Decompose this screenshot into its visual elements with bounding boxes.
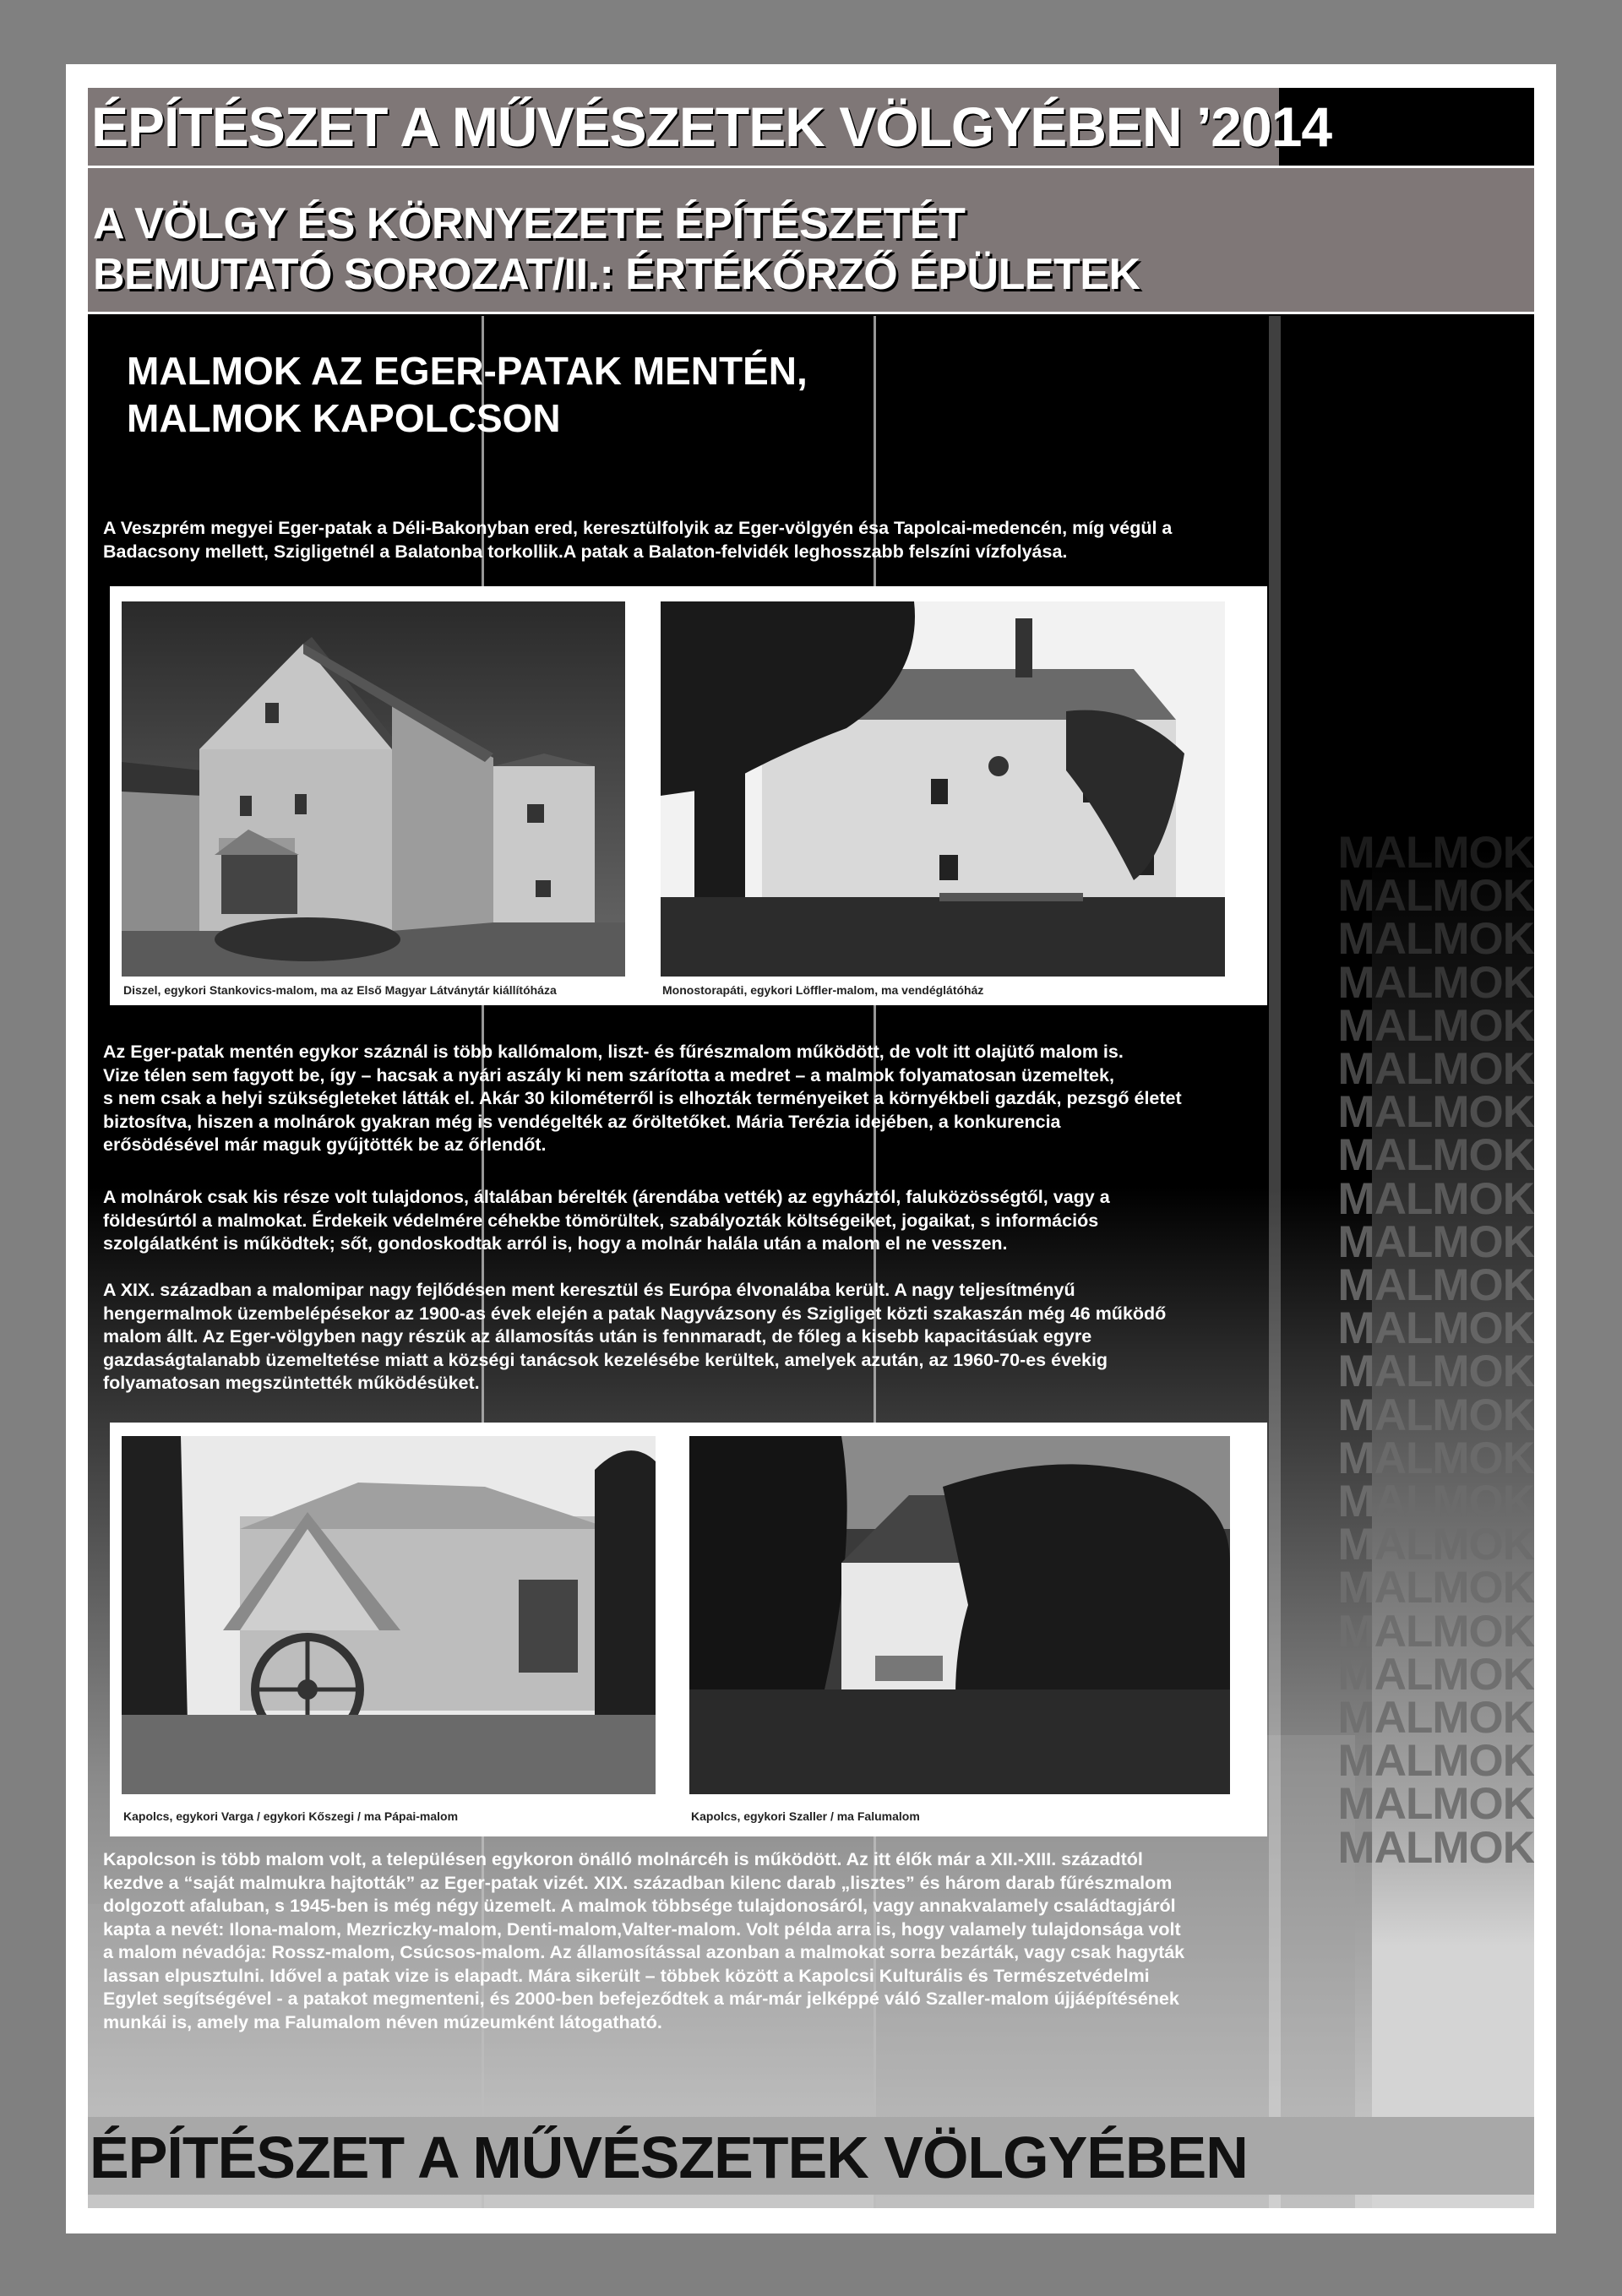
- paragraph-line: kezdve a “saját malmukra hajtották” az Eger-patak vizét. XIX. században kilenc darab „lisztes” és három darab fűrészmalom: [103, 1872, 1173, 1893]
- photo-caption: Kapolcs, egykori Szaller / ma Falumalom: [691, 1809, 920, 1823]
- paragraph-line: erősödésével már maguk gyűjtötték be az őrlendőt.: [103, 1134, 547, 1155]
- page-title: ÉPÍTÉSZET A MŰVÉSZETEK VÖLGYÉBEN ’2014: [88, 88, 1534, 166]
- paragraph-line: munkái is, amely ma Falumalom néven múzeumként látogatható.: [103, 2011, 662, 2032]
- malmok-word: MALMOK: [1337, 1736, 1534, 1787]
- malmok-word: MALMOK: [1337, 1477, 1534, 1526]
- paragraph-line: hengermalmok üzembelépésekor az 1900-as évek elején a patak Nagyvázsony és Szigliget közti szakaszán még 46 működő: [103, 1303, 1167, 1324]
- malmok-word: MALMOK: [1337, 1173, 1534, 1224]
- malmok-word: MALMOK: [1337, 1216, 1534, 1267]
- malmok-word: MALMOK: [1337, 1649, 1534, 1700]
- photo-caption: Diszel, egykori Stankovics-malom, ma az Első Magyar Látványtár kiállítóháza: [123, 983, 557, 997]
- photo-caption: Kapolcs, egykori Varga / egykori Kőszegi / ma Pápai-malom: [123, 1809, 459, 1823]
- paragraph-line: kapta a nevét: Ilona-malom, Mezriczky-malom, Denti-malom,Valter-malom. Volt példa arra is, hogy valamely tulajdonsága volt: [103, 1918, 1181, 1940]
- mill-photo-icon: [122, 1436, 656, 1794]
- footer-title: ÉPÍTÉSZET A MŰVÉSZETEK VÖLGYÉBEN: [88, 2117, 1534, 2195]
- mill-photo-icon: [661, 601, 1225, 977]
- paragraph-1: [103, 1041, 1353, 1157]
- paragraph-line: a malom névadója: Rossz-malom, Csúcsos-malom. Az államosítással azonban a malmokat sorra bezárták, vagy csak hagyták: [103, 1942, 1185, 1962]
- malmok-word: MALMOK: [1337, 1044, 1534, 1094]
- malmok-word: MALMOK: [1337, 957, 1534, 1008]
- paragraph-line: s nem csak a helyi szükségleteket látták el. Akár 30 kilométerről is elhozták terményeiket a környékbeli gazdák, pezsgő életet: [103, 1088, 1182, 1108]
- malmok-word: MALMOK: [1337, 1433, 1534, 1483]
- section-title-line-2: MALMOK KAPOLCSON: [127, 396, 561, 440]
- malmok-word: MALMOK: [1337, 1520, 1534, 1570]
- malmok-word: MALMOK: [1337, 1000, 1534, 1051]
- paragraph-2: [103, 1186, 1353, 1256]
- paragraph-line: biztosítva, hiszen a molnárok gyakran még is vendégelték az őröltetőket. Mária Terézia idejében, a konkurencia: [103, 1111, 1061, 1132]
- stankovics-mill-photo: [122, 601, 625, 977]
- malmok-word: MALMOK: [1337, 1563, 1534, 1613]
- malmok-word: MALMOK: [1337, 1390, 1534, 1440]
- intro-line: Badacsony mellett, Szigligetnél a Balatonba torkollik.A patak a Balaton-felvidék leghosszabb felszíni vízfolyása.: [103, 541, 1068, 562]
- subtitle-line-1: A VÖLGY ÉS KÖRNYEZETE ÉPÍTÉSZETÉT: [93, 199, 966, 248]
- intro-paragraph: [103, 517, 1353, 563]
- section-title-line-1: MALMOK AZ EGER-PATAK MENTÉN,: [127, 349, 808, 393]
- malmok-word: MALMOK: [1337, 1087, 1534, 1138]
- paragraph-3: [103, 1279, 1353, 1396]
- mill-photo-icon: [122, 601, 625, 977]
- malmok-word: MALMOK: [1337, 1822, 1534, 1873]
- subtitle-line-2: BEMUTATÓ SOROZAT/II.: ÉRTÉKŐRZŐ ÉPÜLETEK: [93, 250, 1140, 299]
- paragraph-line: A XIX. században a malomipar nagy fejlődésen ment keresztül és Európa élvonalába került. A nagy teljesítményű: [103, 1280, 1075, 1300]
- paragraph-line: dolgozott afaluban, s 1945-ben is még négy üzemelt. A malmok többsége tulajdonosáról, vagy annakvalamely családtagjáról: [103, 1896, 1176, 1916]
- malmok-word: MALMOK: [1337, 1779, 1534, 1830]
- paragraph-line: szolgálatként is működtek; sőt, gondoskodtak arról is, hogy a molnár halála után a malom el ne vesszen.: [103, 1233, 1008, 1254]
- malmok-word: MALMOK: [1337, 1303, 1534, 1354]
- paragraph-line: földesúrtól a malmokat. Érdekeik védelmére céhekbe tömörültek, szabályozták költségeiket, jogaikat, s információs: [103, 1210, 1099, 1231]
- paragraph-line: Vize télen sem fagyott be, így – hacsak a nyári aszály ki nem szárította a medret – a malmok folyamatosan üzemeltek,: [103, 1064, 1114, 1085]
- mill-photo-icon: [689, 1436, 1230, 1794]
- poster: [88, 88, 1534, 2208]
- paragraph-line: folyamatosan megszüntették működésüket.: [103, 1373, 480, 1393]
- malmok-word: MALMOK: [1337, 1260, 1534, 1310]
- photo-box-bottom: [110, 1423, 1267, 1836]
- malmok-word: MALMOK: [1337, 1347, 1534, 1397]
- malmok-word: MALMOK: [1337, 1606, 1534, 1657]
- subtitle-band: [88, 166, 1534, 314]
- paragraph-line: lassan elpusztulni. Idővel a patak vize is elapadt. Mára sikerült – többek között a Kapolcsi Kulturális és Természetvédelmi: [103, 1965, 1150, 1986]
- paragraph-line: A molnárok csak kis része volt tulajdonos, általában bérelték (árendába vették) az egyháztól, faluközösségtől, vagy a: [103, 1187, 1110, 1207]
- malmok-word: MALMOK: [1337, 1693, 1534, 1743]
- malmok-word: MALMOK: [1337, 828, 1534, 878]
- paragraph-line: Kapolcson is több malom volt, a településen egykoron önálló molnárcéh is működött. Az itt élők már a XII.-XIII. századtól: [103, 1849, 1143, 1869]
- malmok-word: MALMOK: [1337, 1130, 1534, 1181]
- intro-line: A Veszprém megyei Eger-patak a Déli-Bakonyban ered, keresztülfolyik az Eger-völgyén ésa Tapolcai-medencén, míg végül a: [103, 518, 1173, 538]
- photo-box-top: [110, 586, 1267, 1005]
- malmok-word: MALMOK: [1337, 914, 1534, 965]
- paragraph-line: gazdaságtalanabb üzemeltetése miatt a községi tanácsok kezelésébe kerültek, amelyek azután, az 1960-70-es évekig: [103, 1349, 1108, 1370]
- paragraph-line: Az Eger-patak mentén egykor száznál is több kallómalom, liszt- és fűrészmalom működött, de volt itt olajütő malom is.: [103, 1042, 1124, 1062]
- paragraph-4: [103, 1848, 1353, 2034]
- loffler-mill-photo: [661, 601, 1225, 977]
- varga-mill-photo: [122, 1436, 656, 1794]
- malmok-word: MALMOK: [1337, 871, 1534, 922]
- photo-caption: Monostorapáti, egykori Löffler-malom, ma vendéglátóház: [662, 983, 984, 997]
- paragraph-line: malom állt. Az Eger-völgyben nagy részük az államosítás után is fennmaradt, de főleg a kisebb kapacitásúak egyre: [103, 1326, 1092, 1347]
- paragraph-line: Egylet segítségével - a patakot megmenteni, és 2000-ben befejeződtek a már-már jelképpé váló Szaller-malom újjáépítésének: [103, 1989, 1179, 2009]
- szaller-mill-photo: [689, 1436, 1230, 1794]
